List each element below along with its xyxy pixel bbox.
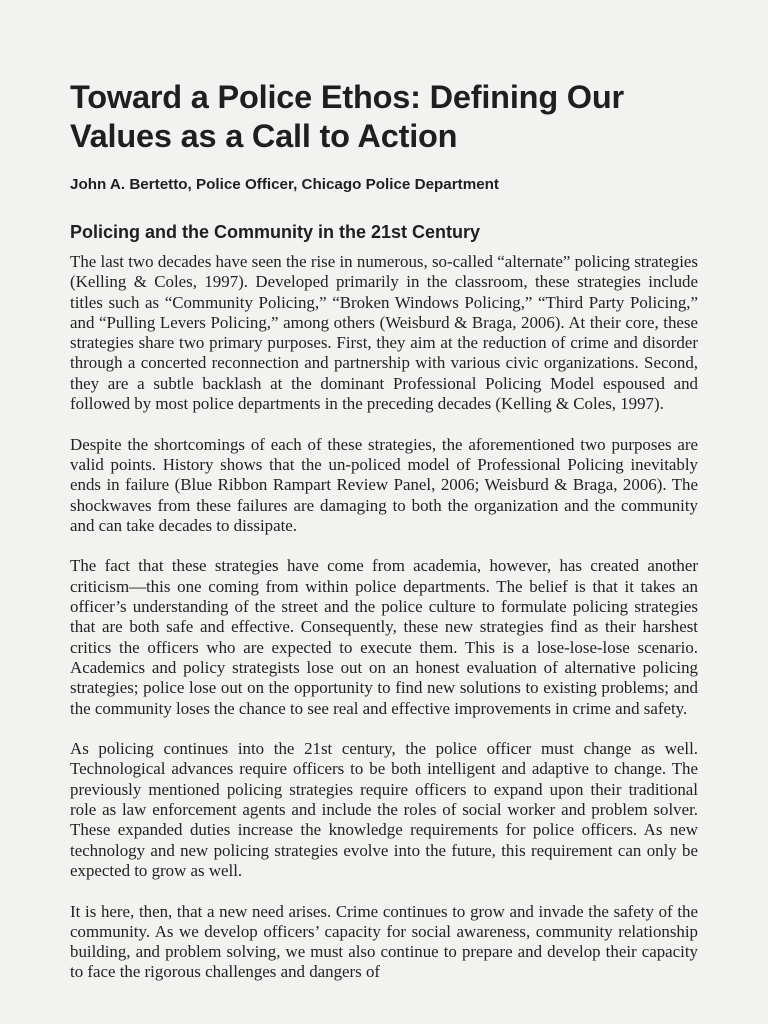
article-content (70, 78, 698, 1003)
paragraph-3: The fact that these strategies have come from academia, however, has created another criticism—this one coming from within police departments. The belief is that it takes an officer’s understanding of the street and the police culture to formulate policing strategies that are both safe and effective. Consequently, these new strategies find as their harshest critics the officers who are expected to execute them. This is a lose-lose-lose scenario. Academics and policy strategists lose out on an honest evaluation of alternative policing strategies; police lose out on the opportunity to find new solutions to existing problems; and the community loses the chance to see real and effective improvements in crime and safety. (70, 556, 698, 718)
title-line-2: Values as a Call to Action (70, 118, 458, 154)
paragraph-5: It is here, then, that a new need arises. Crime continues to grow and invade the safety of the community. As we develop officers’ capacity for social awareness, community relationship building, and problem solving, we must also continue to prepare and develop their capacity to face the rigorous challenges and dangers of (70, 901, 698, 982)
paragraph-2: Despite the shortcomings of each of these strategies, the aforementioned two purposes are valid points. History shows that the un-policed model of Professional Policing inevitably ends in failure (Blue Ribbon Rampart Review Panel, 2006; Weisburd & Braga, 2006). The shockwaves from these failures are damaging to both the organization and the community and can take decades to dissipate. (70, 434, 698, 535)
title-line-1: Toward a Police Ethos: Defining Our (70, 79, 624, 115)
section-heading: Policing and the Community in the 21st Century (70, 222, 481, 242)
article-title (70, 78, 698, 156)
paragraph-1: The last two decades have seen the rise in numerous, so-called “alternate” policing strategies (Kelling & Coles, 1997). Developed primarily in the classroom, these strategies include titles such as “Community Policing,” “Broken Windows Policing,” “Third Party Policing,” and “Pulling Levers Policing,” among others (Weisburd & Braga, 2006). At their core, these strategies share two primary purposes. First, they aim at the reduction of crime and disorder through a concerted reconnection and partnership with various civic organizations. Second, they are a subtle backlash at the dominant Professional Policing Model espoused and followed by most police departments in the preceding decades (Kelling & Coles, 1997). (70, 252, 698, 414)
paragraph-4: As policing continues into the 21st century, the police officer must change as well. Technological advances require officers to be both intelligent and adaptive to change. The previously mentioned policing strategies require officers to expand upon their traditional role as law enforcement agents and include the roles of social worker and problem solver. These expanded duties increase the knowledge requirements for police officers. As new technology and new policing strategies evolve into the future, this requirement can only be expected to grow as well. (70, 739, 698, 880)
body-text (70, 252, 698, 983)
author-byline: John A. Bertetto, Police Officer, Chicago Police Department (70, 176, 499, 193)
